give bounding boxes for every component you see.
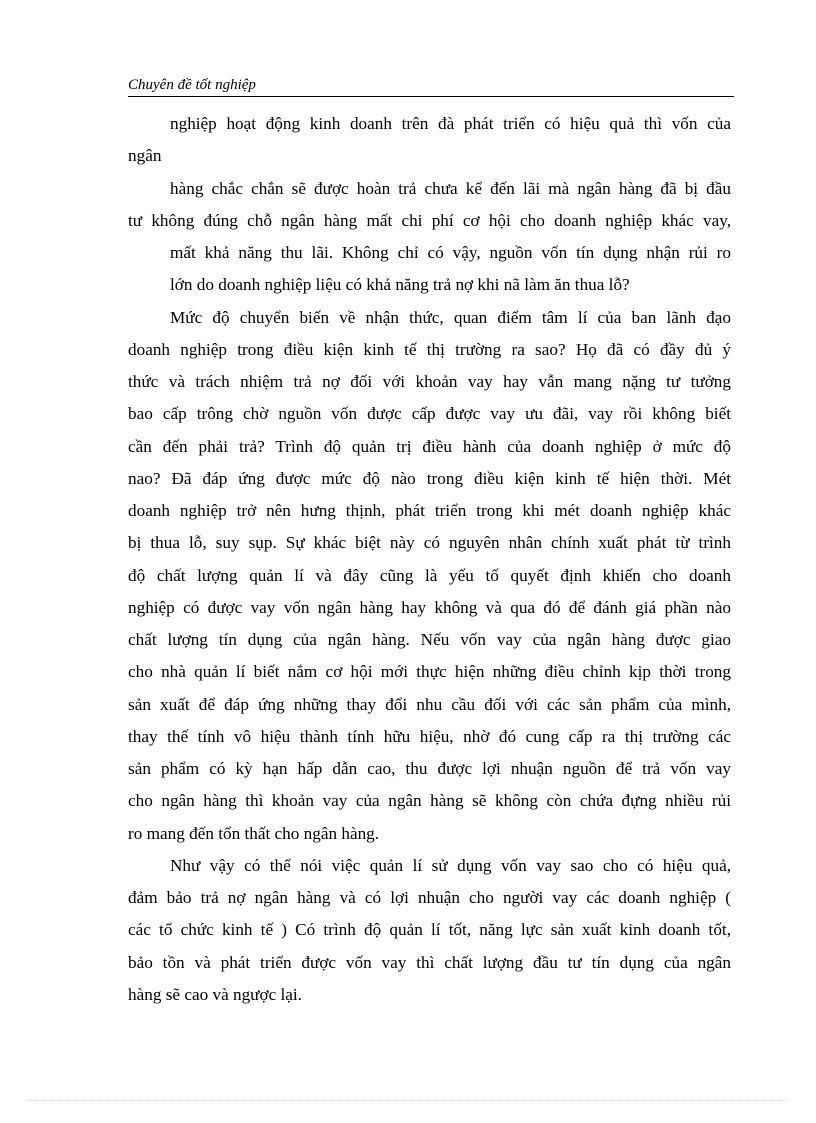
- text-line: doanh nghiệp trong điều kiện kinh tế thị trường ra sao? Họ đã có đầy đủ ý: [128, 340, 731, 359]
- text-line: Như vậy có thể nói việc quản lí sử dụng vốn vay sao cho có hiệu quả,: [170, 856, 731, 875]
- text-line: ro mang đến tổn thất cho ngân hàng.: [128, 824, 380, 843]
- text-line: đảm bảo trả nợ ngân hàng và có lợi nhuận cho người vay các doanh nghiệp (: [128, 888, 731, 907]
- text-line: độ chất lượng quản lí và đây cũng là yếu tố quyết định khiến cho doanh: [128, 566, 731, 585]
- page-bottom-divider: [28, 1100, 788, 1101]
- text-line: Mức độ chuyển biến về nhận thức, quan điểm tâm lí của ban lãnh đạo: [170, 308, 731, 327]
- text-line: nao? Đã đáp ứng được mức độ nào trong điều kiện kinh tế hiện thời. Mét: [128, 469, 731, 488]
- text-line: thức và trách nhiệm trả nợ đối với khoản vay hay vẫn mang nặng tư tưởng: [128, 372, 731, 391]
- text-line: bảo tồn và phát triển được vốn vay thì chất lượng đầu tư tín dụng của ngân: [128, 953, 731, 972]
- text-line: hàng sẽ cao và ngược lại.: [128, 985, 302, 1004]
- text-line: doanh nghiệp trở nên hưng thịnh, phát triển trong khi mét doanh nghiệp khác: [128, 501, 731, 520]
- text-line: chất lượng tín dụng của ngân hàng. Nếu vốn vay của ngân hàng được giao: [128, 630, 731, 649]
- text-line: nghiệp hoạt động kinh doanh trên đà phát triển có hiệu quả thì vốn của: [170, 114, 731, 133]
- text-line: cần đến phải trả? Trình độ quản trị điều hành của doanh nghiệp ở mức độ: [128, 437, 731, 456]
- text-line: sản phẩm có kỳ hạn hấp dẫn cao, thu được lợi nhuận nguồn để trả vốn vay: [128, 759, 731, 778]
- text-line: ngân: [128, 146, 162, 165]
- text-line: thay thế tính vô hiệu thành tính hữu hiệu, nhờ đó cung cấp ra thị trường các: [128, 727, 731, 746]
- text-line: mất khả năng thu lãi. Không chỉ có vậy, nguồn vốn tín dụng nhận rủi ro: [170, 243, 731, 262]
- text-line: bị thua lỗ, suy sụp. Sự khác biệt này có nguyên nhân chính xuất phát từ trình: [128, 533, 731, 552]
- header-title: Chuyên đề tốt nghiệp: [128, 77, 256, 93]
- text-line: hàng chắc chắn sẽ được hoàn trả chưa kể đến lãi mà ngân hàng đã bị đầu: [170, 179, 731, 198]
- text-line: cho nhà quản lí biết nắm cơ hội mới thực hiện những điều chỉnh kịp thời trong: [128, 662, 731, 681]
- text-line: sản xuất để đáp ứng những thay đổi nhu cầu đối với các sản phẩm của mình,: [128, 695, 731, 714]
- text-line: cho ngân hàng thì khoản vay của ngân hàng sẽ không còn chứa đựng nhiều rủi: [128, 791, 731, 810]
- text-line: tư không đúng chỗ ngân hàng mất chi phí cơ hội cho doanh nghiệp khác vay,: [128, 211, 731, 230]
- page-header: [128, 76, 734, 97]
- text-line: các tổ chức kinh tế ) Có trình độ quản lí tốt, năng lực sản xuất kinh doanh tốt,: [128, 920, 731, 939]
- text-line: bao cấp trông chờ nguồn vốn được cấp được vay ưu đãi, vay rồi không biết: [128, 404, 731, 423]
- text-line: lớn do doanh nghiệp liệu có khả năng trả nợ khi nã làm ăn thua lỗ?: [170, 275, 630, 294]
- text-line: nghiệp có được vay vốn ngân hàng hay không và qua đó để đánh giá phần nào: [128, 598, 731, 617]
